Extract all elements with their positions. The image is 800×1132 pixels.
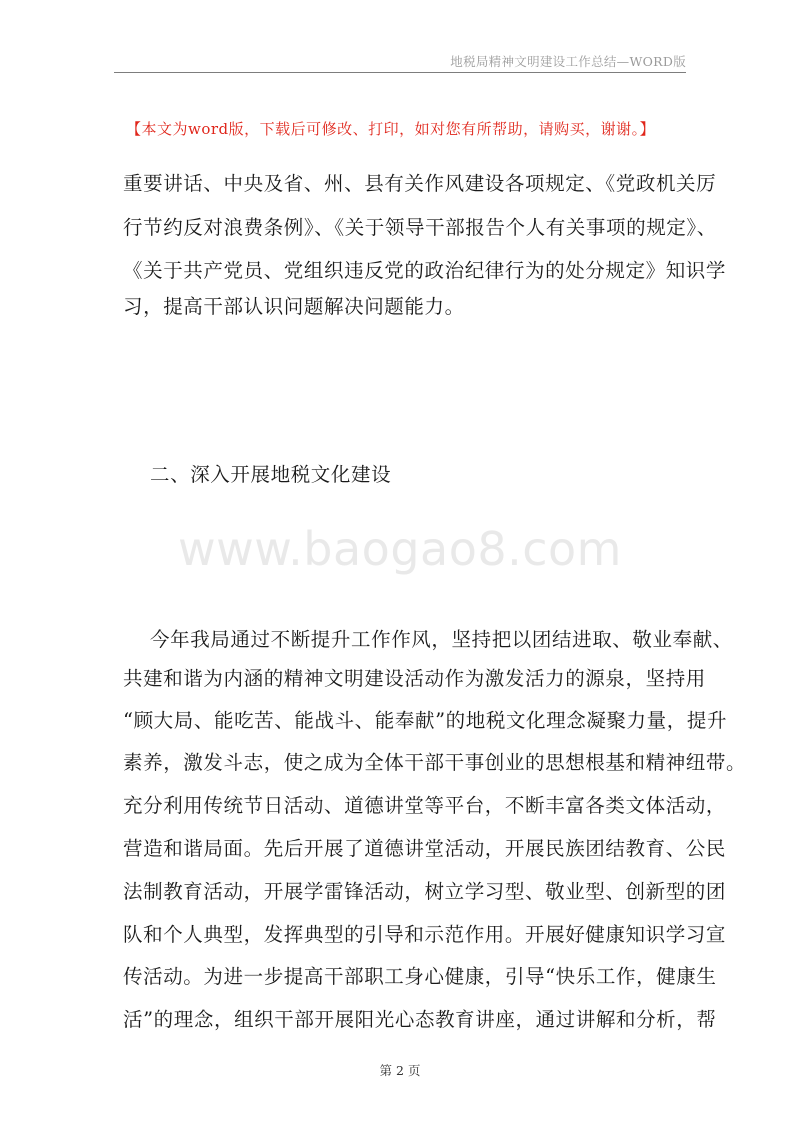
paragraph-line: 重要讲话、中央及省、州、县有关作风建设各项规定、《党政机关厉 (123, 172, 717, 195)
paragraph-line: 素养，激发斗志，使之成为全体干部干事创业的思想根基和精神纽带。 (123, 751, 747, 774)
paragraph-line: 行节约反对浪费条例》、《关于领导干部报告个人有关事项的规定》、 (123, 216, 717, 239)
paragraph-line: “顾大局、能吃苦、能战斗、能奉献”的地税文化理念凝聚力量，提升 (123, 709, 728, 732)
paragraph-line: 活”的理念，组织干部开展阳光心态教育讲座，通过讲解和分析，帮 (123, 1008, 717, 1031)
paragraph-line: 习，提高干部认识问题解决问题能力。 (123, 295, 465, 318)
section-heading: 二、深入开展地税文化建设 (150, 463, 392, 486)
paragraph-line: 《关于共产党员、党组织违反党的政治纪律行为的处分规定》知识学 (123, 259, 727, 282)
paragraph-line: 法制教育活动，开展学雷锋活动，树立学习型、敬业型、创新型的团 (123, 880, 727, 903)
paragraph-line: 传活动。为进一步提高干部职工身心健康，引导“快乐工作，健康生 (123, 965, 717, 988)
page-number: 第 2 页 (379, 1063, 421, 1078)
purchase-notice: 【本文为word版，下载后可修改、打印，如对您有所帮助，请购买，谢谢。】 (126, 120, 656, 138)
paragraph-line: 队和个人典型，发挥典型的引导和示范作用。开展好健康知识学习宣 (123, 923, 727, 946)
header-rule (114, 72, 686, 73)
paragraph-line: 共建和谐为内涵的精神文明建设活动作为激发活力的源泉，坚持用 (123, 667, 706, 690)
running-header: 地税局精神文明建设工作总结—WORD版 (450, 54, 686, 69)
watermark: www.baogao8.com (178, 522, 622, 576)
paragraph-line: 营造和谐局面。先后开展了道德讲堂活动，开展民族团结教育、公民 (123, 837, 727, 860)
paragraph-line: 充分利用传统节日活动、道德讲堂等平台，不断丰富各类文体活动， (123, 794, 727, 817)
paragraph-line: 今年我局通过不断提升工作作风，坚持把以团结进取、敬业奉献、 (150, 628, 733, 651)
